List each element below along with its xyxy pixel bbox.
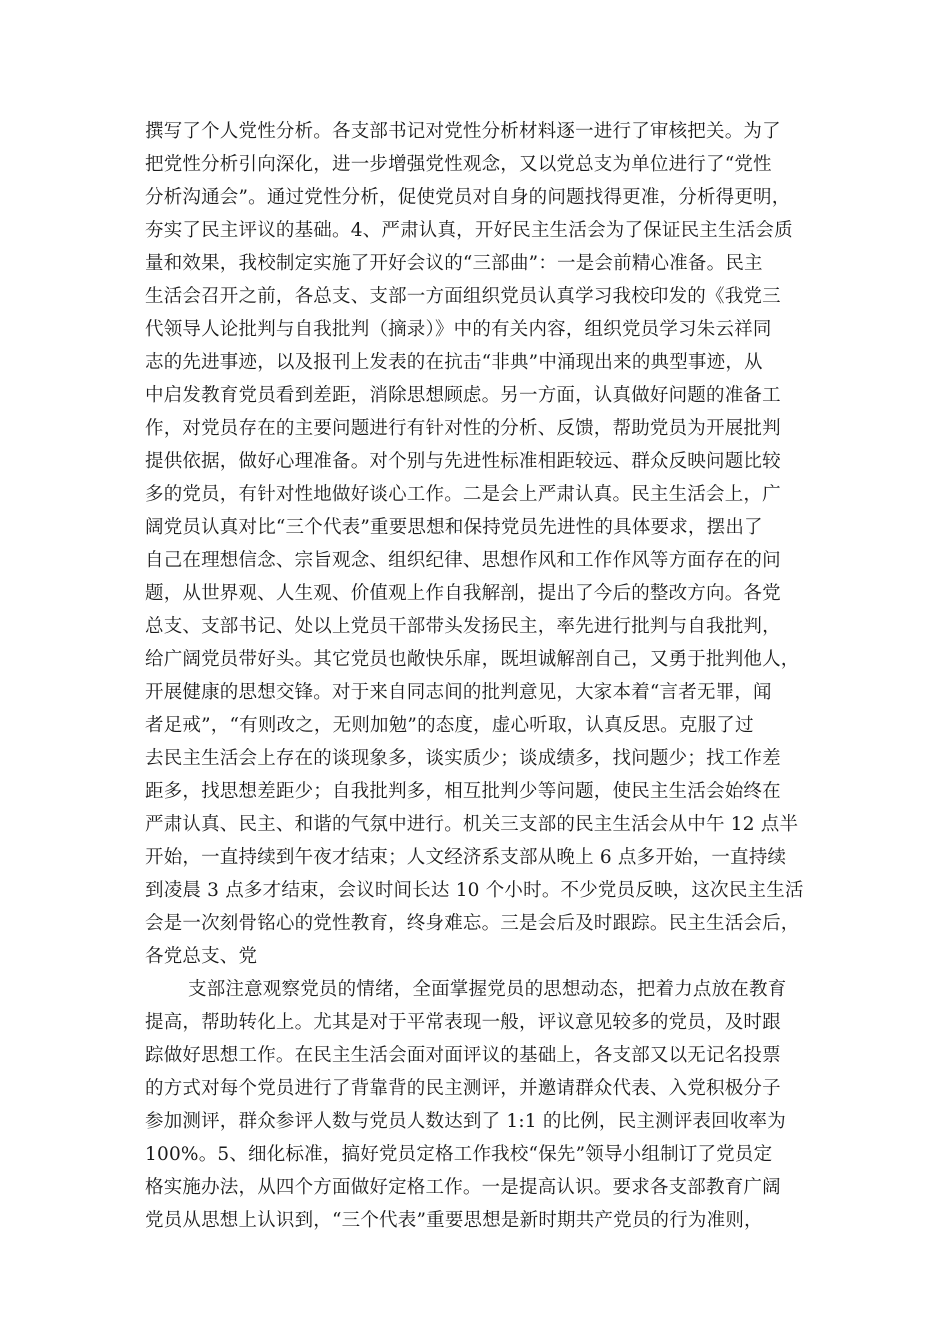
text-line: 距多，找思想差距少；自我批判多，相互批判少等问题，使民主生活会始终在	[145, 781, 781, 802]
text-line: 去民主生活会上存在的谈现象多，谈实质少；谈成绩多，找问题少；找工作差	[145, 748, 781, 769]
text-line: 到凌晨 3 点多才结束，会议时间长达 10 个小时。不少党员反映，这次民主生活	[145, 880, 804, 901]
text-line: 100%。5、细化标准，搞好党员定格工作我校“保先”领导小组制订了党员定	[145, 1144, 773, 1165]
text-line: 提供依据，做好心理准备。对个别与先进性标准相距较远、群众反映问题比较	[145, 451, 781, 472]
text-line: 志的先进事迹，以及报刊上发表的在抗击“非典”中涌现出来的典型事迹，从	[145, 352, 763, 373]
paragraph-2	[145, 973, 845, 1237]
text-line: 严肃认真、民主、和谐的气氛中进行。机关三支部的民主生活会从中午 12 点半	[145, 814, 799, 835]
text-line: 撰写了个人党性分析。各支部书记对党性分析材料逐一进行了审核把关。为了	[145, 121, 781, 142]
text-line: 中启发教育党员看到差距，消除思想顾虑。另一方面，认真做好问题的准备工	[145, 385, 781, 406]
text-line: 参加测评，群众参评人数与党员人数达到了 1:1 的比例，民主测评表回收率为	[145, 1111, 786, 1132]
text-line: 党员从思想上认识到，“三个代表”重要思想是新时期共产党员的行为准则，	[145, 1210, 763, 1231]
text-line: 作，对党员存在的主要问题进行有针对性的分析、反馈，帮助党员为开展批判	[145, 418, 781, 439]
text-line: 给广阔党员带好头。其它党员也敞快乐扉，既坦诚解剖自己，又勇于批判他人，	[145, 649, 800, 670]
text-line: 阔党员认真对比“三个代表”重要思想和保持党员先进性的具体要求，摆出了	[145, 517, 763, 538]
text-line: 分析沟通会”。通过党性分析，促使党员对自身的问题找得更准，分析得更明，	[145, 187, 791, 208]
paragraph-1	[145, 115, 845, 973]
text-line: 提高，帮助转化上。尤其是对于平常表现一般，评议意见较多的党员，及时跟	[145, 1012, 781, 1033]
text-line: 自己在理想信念、宗旨观念、组织纪律、思想作风和工作作风等方面存在的问	[145, 550, 781, 571]
text-line: 支部注意观察党员的情绪，全面掌握党员的思想动态，把着力点放在教育	[188, 979, 787, 1000]
text-line: 总支、支部书记、处以上党员干部带头发扬民主，率先进行批判与自我批判，	[145, 616, 781, 637]
text-line: 格实施办法，从四个方面做好定格工作。一是提高认识。要求各支部教育广阔	[145, 1177, 781, 1198]
text-line: 把党性分析引向深化，进一步增强党性观念，又以党总支为单位进行了“党性	[145, 154, 772, 175]
text-line: 量和效果，我校制定实施了开好会议的“三部曲”：一是会前精心准备。民主	[145, 253, 763, 274]
text-line: 会是一次刻骨铭心的党性教育，终身难忘。三是会后及时跟踪。民主生活会后，	[145, 913, 800, 934]
text-line: 代领导人论批判与自我批判（摘录）》中的有关内容，组织党员学习朱云祥同	[145, 319, 772, 340]
text-line: 多的党员，有针对性地做好谈心工作。二是会上严肃认真。民主生活会上，广	[145, 484, 781, 505]
text-line: 者足戒”，“有则改之，无则加勉”的态度，虚心听取，认真反思。克服了过	[145, 715, 754, 736]
text-line: 夯实了民主评议的基础。4、严肃认真，开好民主生活会为了保证民主生活会质	[145, 220, 793, 241]
text-line: 题，从世界观、人生观、价值观上作自我解剖，提出了今后的整改方向。各党	[145, 583, 781, 604]
text-line: 开展健康的思想交锋。对于来自同志间的批判意见，大家本着“言者无罪，闻	[145, 682, 772, 703]
text-line: 开始，一直持续到午夜才结束；人文经济系支部从晚上 6 点多开始，一直持续	[145, 847, 787, 868]
text-line: 各党总支、党	[145, 946, 258, 967]
text-line: 生活会召开之前，各总支、支部一方面组织党员认真学习我校印发的《我党三	[145, 286, 781, 307]
text-line: 踪做好思想工作。在民主生活会面对面评议的基础上，各支部又以无记名投票	[145, 1045, 781, 1066]
text-line: 的方式对每个党员进行了背靠背的民主测评，并邀请群众代表、入党积极分子	[145, 1078, 781, 1099]
